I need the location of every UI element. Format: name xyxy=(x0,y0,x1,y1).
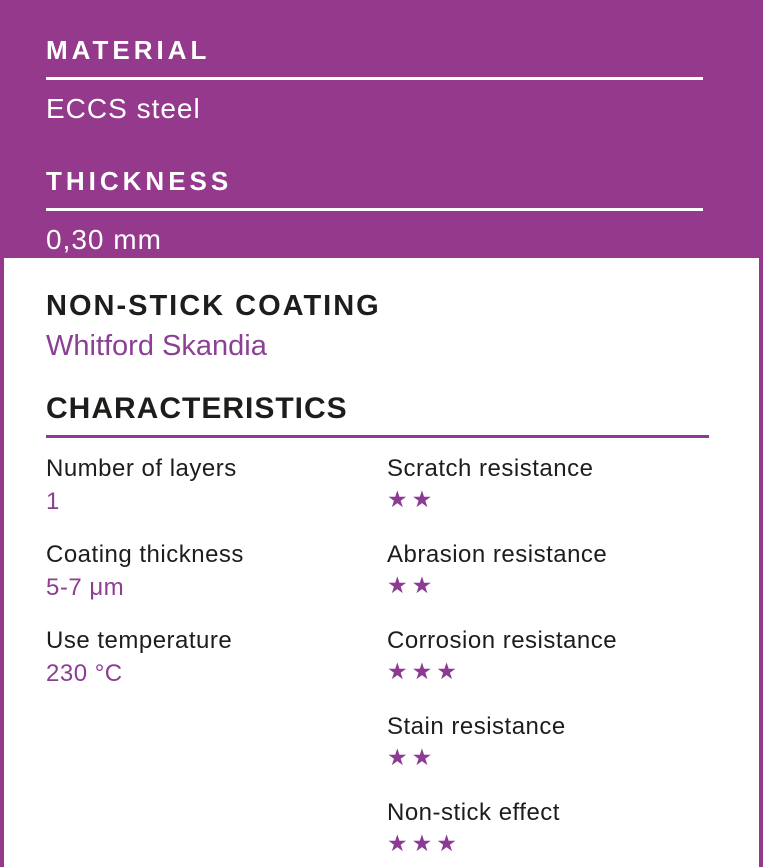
property-row xyxy=(46,541,387,627)
thickness-value: 0,30 mm xyxy=(46,223,162,255)
ratings-column xyxy=(387,455,709,867)
property-row xyxy=(46,627,387,713)
property-value: 5-7 μm xyxy=(46,573,125,601)
coating-panel xyxy=(0,258,763,867)
thickness-label: THICKNESS xyxy=(46,166,233,197)
material-value: ECCS steel xyxy=(46,92,201,124)
star-rating-icons: ★★★ xyxy=(387,658,461,685)
property-label: Number of layers xyxy=(46,455,237,483)
rating-label: Abrasion resistance xyxy=(387,541,608,569)
rating-row xyxy=(387,713,709,799)
star-rating-icons: ★★ xyxy=(387,572,437,599)
star-rating-icons: ★★ xyxy=(387,744,437,771)
characteristics-grid xyxy=(46,455,709,867)
coating-name: Whitford Skandia xyxy=(46,330,267,363)
material-label: MATERIAL xyxy=(46,35,211,65)
characteristics-title: CHARACTERISTICS xyxy=(46,391,348,425)
rating-row xyxy=(387,799,709,867)
star-rating-icons: ★★★ xyxy=(387,830,461,857)
property-value: 230 °C xyxy=(46,659,123,687)
coating-title: NON-STICK COATING xyxy=(46,290,381,322)
rating-row xyxy=(387,627,709,713)
property-value: 1 xyxy=(46,487,60,515)
rating-label: Corrosion resistance xyxy=(387,627,618,655)
property-label: Coating thickness xyxy=(46,541,244,569)
thickness-field xyxy=(46,167,703,256)
material-field xyxy=(46,36,703,125)
thickness-divider xyxy=(46,208,703,211)
rating-label: Non-stick effect xyxy=(387,799,560,827)
star-rating-icons: ★★ xyxy=(387,486,437,513)
rating-label: Scratch resistance xyxy=(387,455,594,483)
rating-row xyxy=(387,455,709,541)
characteristics-divider xyxy=(46,435,709,438)
property-row xyxy=(46,455,387,541)
rating-label: Stain resistance xyxy=(387,713,566,741)
property-label: Use temperature xyxy=(46,627,233,655)
material-header xyxy=(0,0,763,258)
rating-row xyxy=(387,541,709,627)
properties-column xyxy=(46,455,387,867)
material-divider xyxy=(46,77,703,80)
